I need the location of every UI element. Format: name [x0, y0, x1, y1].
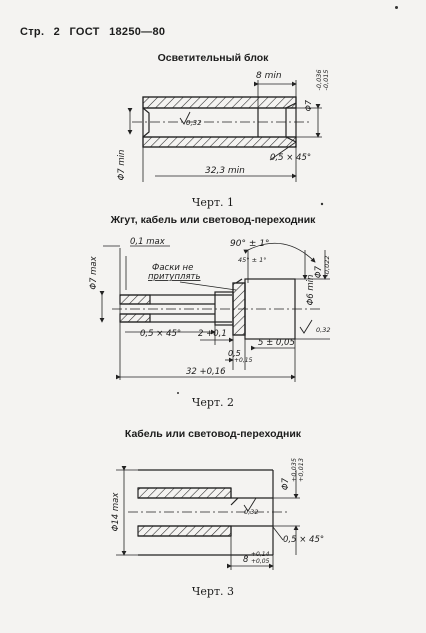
fig3-tol8-top: +0,14	[251, 551, 270, 558]
fig2-roughness: 0,32	[316, 326, 331, 334]
fig2-dim-runout: 0,1 max	[130, 237, 165, 247]
figure1-caption: Черт. 1	[191, 196, 235, 209]
standard-number: 18250—80	[109, 26, 166, 38]
fig3-dim-length8: 8	[243, 555, 249, 565]
fig3-tol-bottom: +0,013	[297, 457, 305, 483]
fig2-note-line1: Фаски не	[152, 263, 194, 273]
fig2-dim-groove: 0,5	[228, 349, 241, 358]
figure3-drawing	[116, 470, 300, 570]
fig2-dim-groove-angle: 45° ± 1°	[238, 256, 267, 264]
figure2-caption: Черт. 2	[191, 396, 235, 409]
fig2-dim-length2: 2 +0,1	[198, 329, 227, 339]
fig1-dim-dia-left: Φ7 min	[117, 149, 127, 181]
fig3-dim-dia-right: Φ7	[281, 477, 291, 491]
scan-dot	[177, 392, 179, 394]
scan-dot	[321, 203, 323, 205]
fig3-body-top	[138, 488, 231, 498]
fig1-dim-total: 32,3 min	[205, 166, 245, 176]
fig2-tube-bottom	[120, 314, 150, 322]
figure3-title: Кабель или световод-переходник	[124, 428, 302, 440]
fig3-dim-dia-left: Φ14 max	[111, 492, 121, 532]
fig3-body-bottom	[138, 526, 231, 536]
fig2-dim-groove-tol: +0,15	[234, 357, 253, 364]
fig2-dim-dia7-tol: -0,022	[323, 255, 331, 277]
page-number: 2	[53, 26, 61, 38]
figure3-caption: Черт. 3	[191, 585, 235, 598]
fig3-tol8-bottom: +0,05	[251, 558, 270, 565]
fig2-dim-chamfer: 0,5 × 45°	[140, 329, 182, 339]
fig2-dim-total: 32 +0,16	[186, 367, 226, 377]
fig3-tol-top: +0,035	[290, 457, 298, 483]
figure2-title: Жгут, кабель или световод-переходник	[110, 214, 316, 226]
fig1-tol-bottom-v: -0,015	[322, 69, 330, 91]
fig2-dim-dia-left: Φ7 max	[89, 256, 99, 290]
fig2-tube-top	[120, 295, 150, 304]
fig1-dim-chamfer: 0,5 × 45°	[270, 153, 312, 163]
fig1-dim-length: 8 min	[256, 71, 282, 81]
fig1-wall-top	[143, 97, 296, 108]
fig1-wall-bottom	[143, 137, 296, 147]
fig1-tol-top-v: -0,036	[315, 69, 323, 91]
fig1-dim-dia-right: Φ7	[304, 100, 313, 112]
page-label: Стр.	[20, 26, 45, 38]
fig2-dim-angle: 90° ± 1°	[230, 239, 270, 249]
fig3-dim-chamfer: 0,5 × 45°	[283, 535, 325, 545]
fig2-note-line2: притуплять	[148, 272, 201, 282]
figure2-drawing	[102, 243, 330, 382]
standard-name: ГОСТ	[69, 26, 100, 38]
fig2-dim-length5: 5 ± 0,05	[258, 338, 295, 348]
fig2-dim-dia7: Φ7	[314, 265, 324, 279]
fig1-roughness: 0,32	[186, 119, 202, 127]
figure1-title: Осветительный блок	[157, 52, 269, 64]
fig2-dim-dia6: Φ6 min	[306, 274, 316, 306]
fig3-roughness: 0,32	[244, 508, 259, 516]
